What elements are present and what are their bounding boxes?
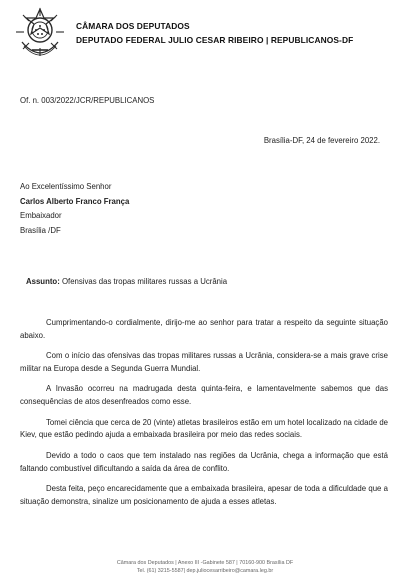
- chamber-name: CÂMARA DOS DEPUTADOS: [76, 21, 190, 31]
- letter-body: [20, 317, 388, 516]
- document-date: Brasília-DF, 24 de fevereiro 2022.: [263, 136, 380, 145]
- document-reference: Of. n. 003/2022/JCR/REPUBLICANOS: [20, 96, 155, 105]
- body-paragraph: Devido a todo o caos que tem instalado nas regiões da Ucrânia, chega a informação que está faltando combustível dificultando a saída da área de conflito.: [20, 450, 388, 473]
- brazil-coat-of-arms-icon: [14, 6, 66, 58]
- letterhead: [14, 6, 404, 60]
- subject-line: [26, 277, 227, 286]
- subject-text: Ofensivas das tropas militares russas a Ucrânia: [61, 277, 228, 286]
- body-paragraph: Tomei ciência que cerca de 20 (vinte) atletas brasileiros estão em um hotel localizado na cidade de Kiev, que estão pedindo ajuda a embaixada brasileira por meio das redes sociais.: [20, 417, 388, 440]
- body-paragraph: Com o início das ofensivas das tropas militares russas a Ucrânia, considera-se a mais grave crise militar na Europa desde a Segunda Guerra Mundial.: [20, 351, 388, 373]
- addressee-city: Brasília /DF: [20, 225, 61, 235]
- body-paragraph: Cumprimentando-o cordialmente, dirijo-me ao senhor para tratar a respeito da seguinte situação abaixo.: [20, 318, 388, 340]
- deputy-name: DEPUTADO FEDERAL JULIO CESAR RIBEIRO | REPUBLICANOS-DF: [76, 35, 354, 45]
- body-paragraph: Desta feita, peço encarecidamente que a embaixada brasileira, apesar de toda a dificuldade que a situação demonstra, sinalize um posicionamento de ajuda a esses atletas.: [20, 483, 388, 506]
- subject-label: Assunto:: [26, 277, 60, 286]
- addressee-block: [20, 180, 129, 238]
- footer-address: Câmara dos Deputados | Anexo III -Gabinete 587 | 70160-900 Brasília DF: [116, 560, 294, 566]
- addressee-title: Embaixador: [20, 211, 62, 220]
- addressee-name: Carlos Alberto Franco França: [20, 196, 130, 206]
- footer-contact: Tel. (61) 3215-5587| dep.juliocesarribeiro@camara.leg.br: [136, 568, 274, 574]
- addressee-salutation: Ao Excelentíssimo Senhor: [20, 182, 112, 191]
- body-paragraph: A Invasão ocorreu na madrugada desta quinta-feira, e lamentavelmente sabemos que das consequências de atos desenfreados como esse.: [20, 384, 388, 407]
- page-footer: [0, 559, 410, 575]
